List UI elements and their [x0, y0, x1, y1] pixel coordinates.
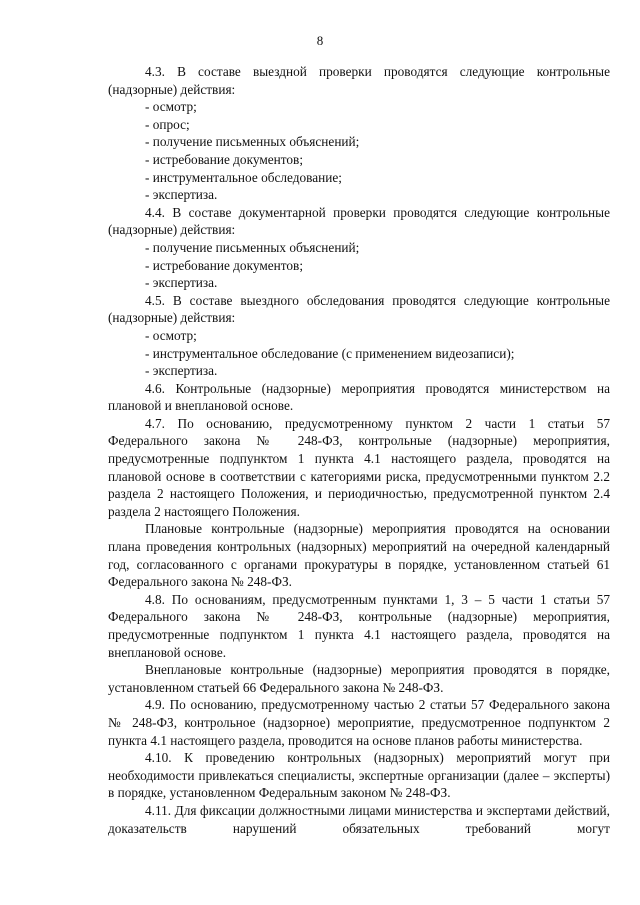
list-item: - экспертиза.: [145, 275, 218, 291]
list-item: - экспертиза.: [145, 363, 218, 379]
list-item: - получение письменных объяснений;: [145, 239, 360, 255]
list-item: - осмотр;: [145, 327, 197, 343]
paragraph-4-3: 4.3. В составе выездной проверки проводятся следующие контрольные (надзорные) действия:: [108, 64, 610, 97]
document-body: [108, 63, 610, 837]
paragraph-planned-inspections: Плановые контрольные (надзорные) мероприятия проводятся на основании плана проведения контрольных (надзорных) мероприятий на очередной календарный год, согласованного с органами прокуратуры в порядке, установленном статьей 61 Федерального закона № 248-ФЗ.: [108, 521, 610, 590]
paragraph-4-11: 4.11. Для фиксации должностными лицами министерства и экспертами действий, доказательств нарушений обязательных требований могут: [108, 802, 610, 836]
list-item: - инструментальное обследование;: [145, 169, 343, 185]
paragraph-4-10: 4.10. К проведению контрольных (надзорных) мероприятий могут при необходимости привлекаться специалисты, экспертные организации (далее – эксперты) в порядке, установленном Федеральным законом № 248-ФЗ.: [108, 750, 610, 801]
list-item: - инструментальное обследование (с применением видеозаписи);: [145, 345, 515, 361]
list-item: - опрос;: [145, 116, 190, 132]
list-item: - истребование документов;: [145, 151, 304, 167]
page-number: 8: [316, 33, 324, 48]
list-item: - осмотр;: [145, 99, 197, 115]
paragraph-4-7: 4.7. По основанию, предусмотренному пунктом 2 части 1 статьи 57 Федерального закона № 248-ФЗ, контрольные (надзорные) мероприятия, предусмотренные подпунктом 1 пункта 4.1 настоящего раздела, проводятся на плановой основе в соответствии с категориями риска, предусмотренными пунктом 2.2 раздела 2 настоящего Положения, и периодичностью, предусмотренной пунктом 2.4 раздела 2 настоящего Положения.: [108, 415, 610, 519]
paragraph-4-5: 4.5. В составе выездного обследования проводятся следующие контрольные (надзорные) действия:: [108, 292, 610, 326]
list-item: - истребование документов;: [145, 257, 304, 273]
paragraph-unplanned-inspections: Внеплановые контрольные (надзорные) мероприятия проводятся в порядке, установленном статьей 66 Федерального закона № 248-ФЗ.: [108, 662, 610, 695]
paragraph-4-4: 4.4. В составе документарной проверки проводятся следующие контрольные (надзорные) действия:: [108, 204, 610, 238]
list-item: - получение письменных объяснений;: [145, 134, 360, 150]
list-item: - экспертиза.: [145, 187, 218, 203]
paragraph-4-6: 4.6. Контрольные (надзорные) мероприятия проводятся министерством на плановой и внеплановой основе.: [108, 380, 610, 414]
paragraph-4-8: 4.8. По основаниям, предусмотренным пунктами 1, 3 – 5 части 1 статьи 57 Федерального закона № 248-ФЗ, контрольные (надзорные) мероприятия, предусмотренные подпунктом 1 пункта 4.1 настоящего раздела, проводятся на внеплановой основе.: [108, 591, 610, 660]
paragraph-4-9: 4.9. По основанию, предусмотренному частью 2 статьи 57 Федерального закона № 248-ФЗ, контрольное (надзорное) мероприятие, предусмотренное подпунктом 2 пункта 4.1 настоящего раздела, проводится на основе планов работы министерства.: [108, 697, 610, 748]
